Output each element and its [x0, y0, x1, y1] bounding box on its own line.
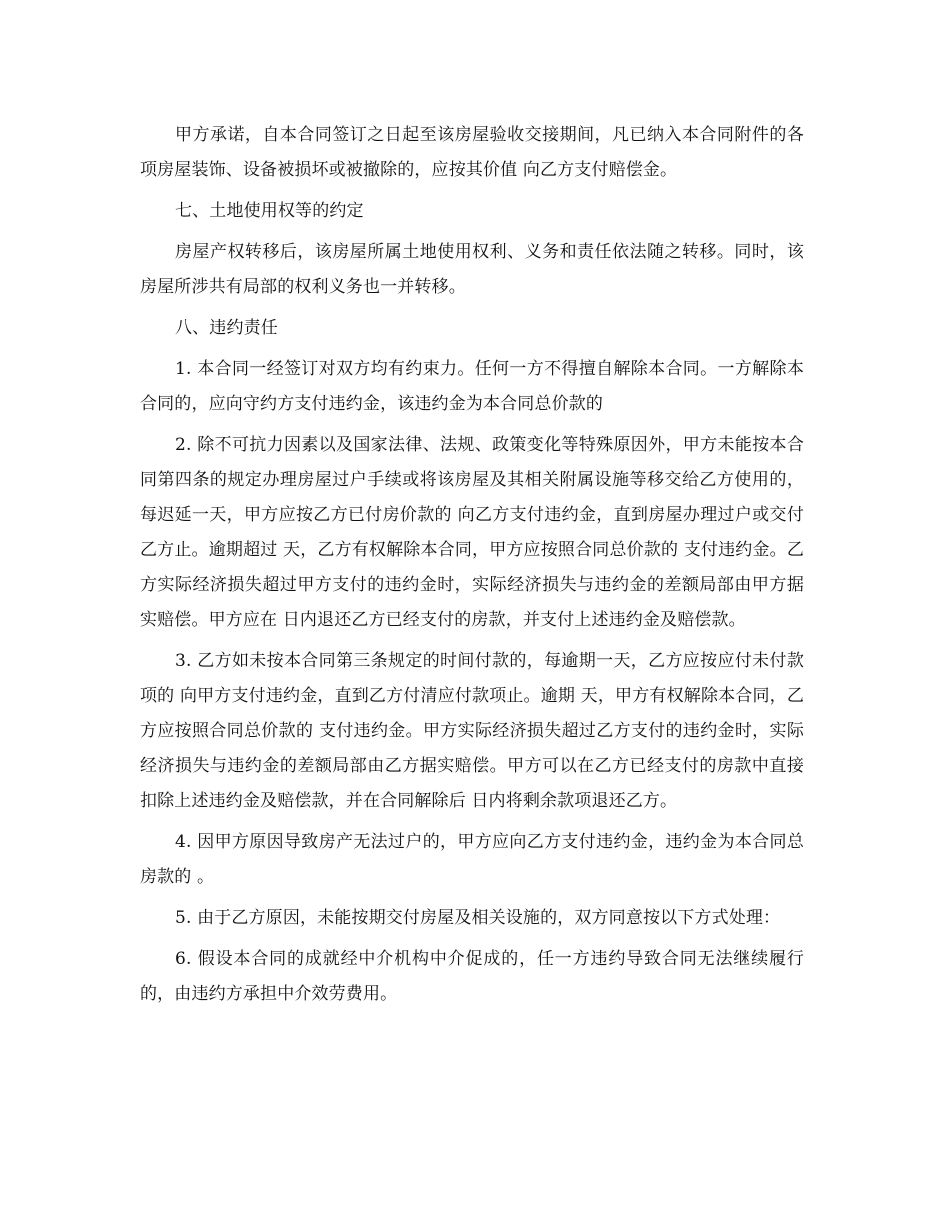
document-body [140, 118, 804, 1018]
clause-6-agency-fee: 6. 假设本合同的成就经中介机构中介促成的，任一方违约导致合同无法继续履行的，由违约方承担中介效劳费用。 [140, 949, 804, 1004]
clause-3-party-b-late-payment: 3. 乙方如未按本合同第三条规定的时间付款的，每逾期一天，乙方应按应付未付款项的 向甲方支付违约金，直到乙方付清应付款项止。逾期 天，甲方有权解除本合同，乙方应按照合同总价款的 支付违约金。甲方实际经济损失超过乙方支付的违约金时，实际经济损失与违约金的差额局部由乙方据实赔偿。甲方可以在乙方已经支付的房款中直接扣除上述违约金及赔偿款，并在合同解除后 日内将剩余款项退还乙方。 [140, 651, 804, 811]
clause-1-binding-force: 1. 本合同一经签订对双方均有约束力。任何一方不得擅自解除本合同。一方解除本合同的，应向守约方支付违约金，该违约金为本合同总价款的 [140, 359, 804, 414]
clause-4-transfer-failure: 4. 因甲方原因导致房产无法过户的，甲方应向乙方支付违约金，违约金为本合同总房款的 。 [140, 832, 804, 887]
clause-2-party-a-delay: 2. 除不可抗力因素以及国家法律、法规、政策变化等特殊原因外，甲方未能按本合同第四条的规定办理房屋过户手续或将该房屋及其相关附属设施等移交给乙方使用的，每迟延一天，甲方应按乙方已付房价款的 向乙方支付违约金，直到房屋办理过户或交付乙方止。逾期超过 天，乙方有权解除本合同，甲方应按照合同总价款的 支付违约金。乙方实际经济损失超过甲方支付的违约金时，实际经济损失与违约金的差额局部由甲方据实赔偿。甲方应在 日内退还乙方已经支付的房款，并支付上述违约金及赔偿款。 [140, 435, 804, 630]
paragraph-land-use-rights: 房屋产权转移后，该房屋所属土地使用权利、义务和责任依法随之转移。同时，该房屋所涉共有局部的权利义务也一并转移。 [140, 242, 804, 297]
section-heading-breach-liability: 八、违约责任 [175, 318, 278, 338]
section-heading-land-use-rights: 七、土地使用权等的约定 [175, 201, 364, 221]
clause-5-delivery-delay: 5. 由于乙方原因，未能按期交付房屋及相关设施的，双方同意按以下方式处理： [175, 908, 781, 928]
paragraph-compensation-promise: 甲方承诺，自本合同签订之日起至该房屋验收交接期间，凡已纳入本合同附件的各项房屋装饰、设备被损坏或被撤除的，应按其价值 向乙方支付赔偿金。 [140, 125, 804, 180]
